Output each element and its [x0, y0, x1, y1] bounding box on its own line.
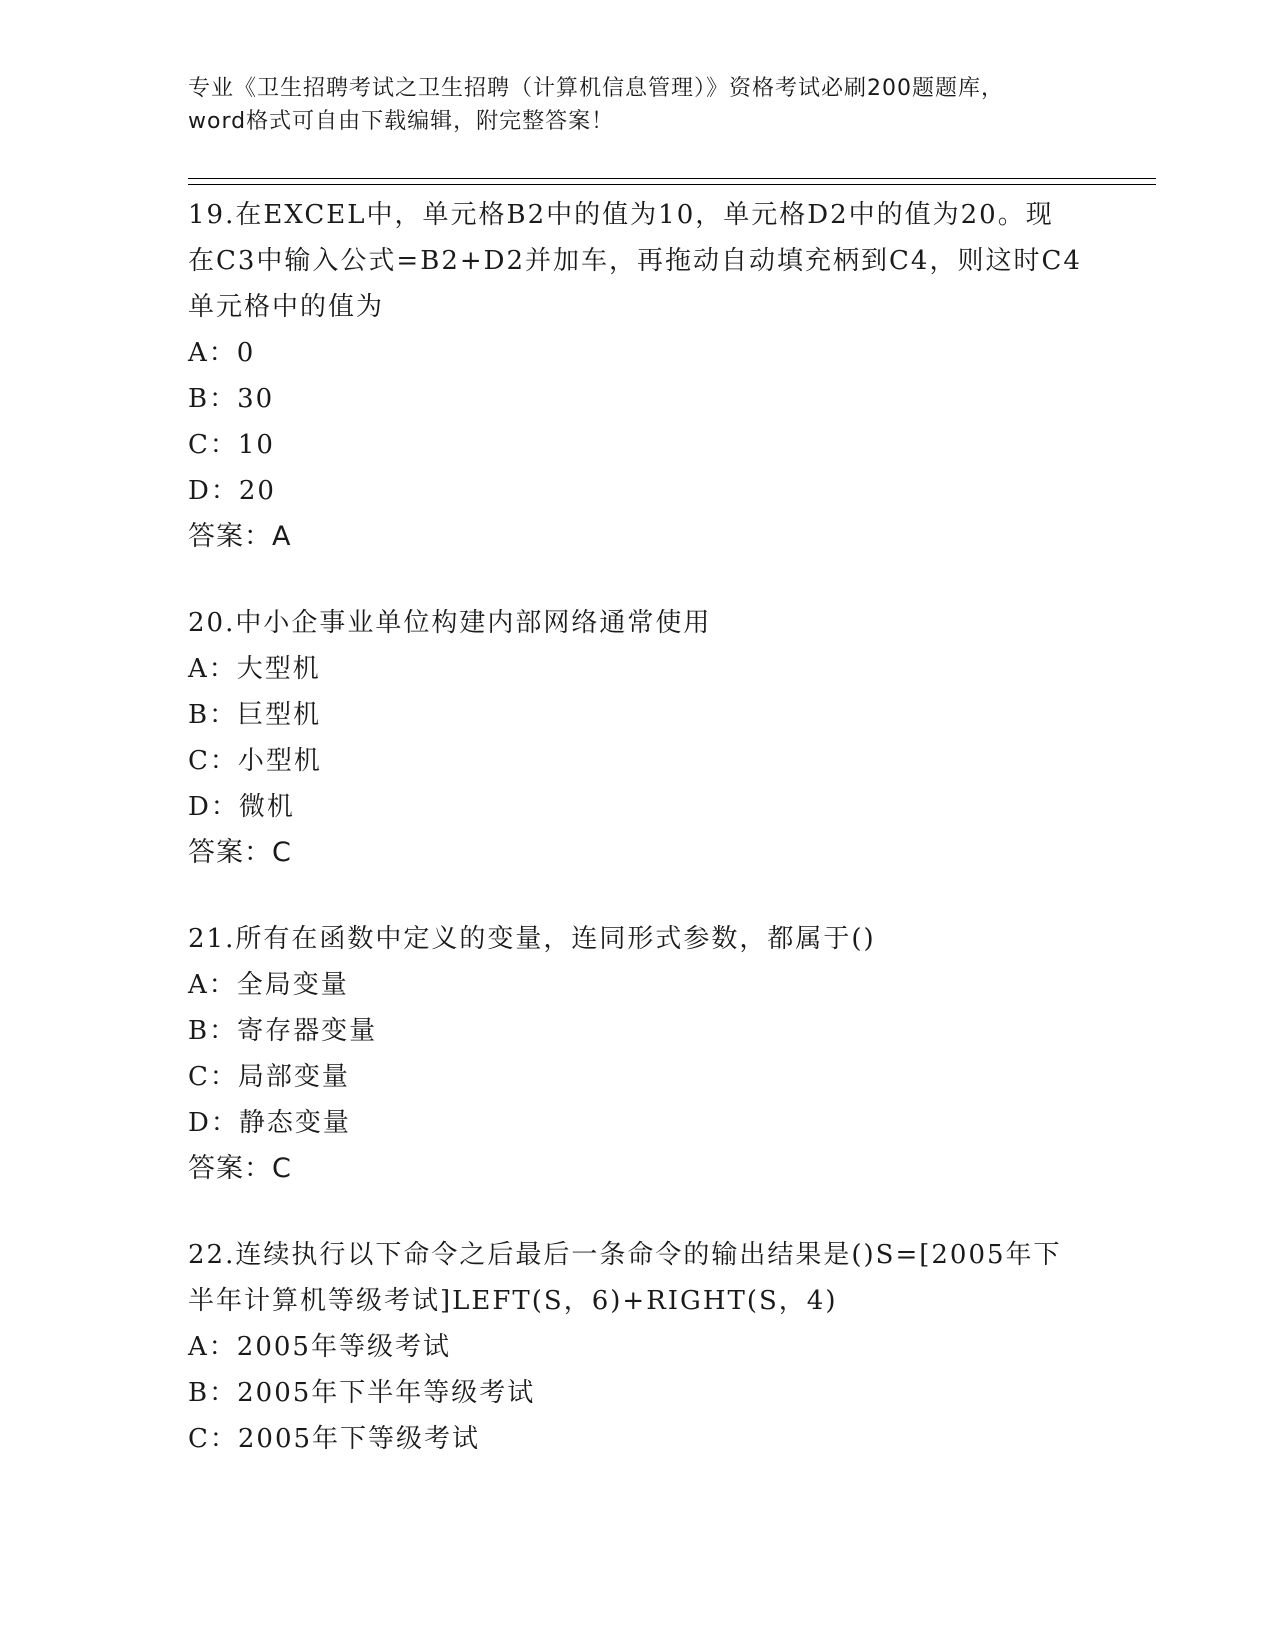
option-a: A：全局变量 — [188, 970, 349, 1000]
option-b: B：巨型机 — [188, 700, 322, 730]
question-20 — [188, 600, 1088, 876]
question-text-line: 22.连续执行以下命令之后最后一条命令的输出结果是()S=[2005年下 — [188, 1240, 1062, 1270]
question-text-line: 19.在EXCEL中，单元格B2中的值为10，单元格D2中的值为20。现 — [188, 200, 1054, 230]
option-a: A：2005年等级考试 — [188, 1332, 451, 1362]
question-19 — [188, 192, 1088, 560]
question-22 — [188, 1232, 1088, 1462]
question-text-line: 在C3中输入公式=B2+D2并加车，再拖动自动填充柄到C4，则这时C4 — [188, 246, 1082, 276]
question-list — [188, 192, 1088, 1502]
question-text-line: 单元格中的值为 — [188, 292, 385, 322]
question-text-line: 21.所有在函数中定义的变量，连同形式参数，都属于() — [188, 924, 876, 954]
option-b: B：2005年下半年等级考试 — [188, 1378, 536, 1408]
option-d: D：静态变量 — [188, 1108, 351, 1138]
header-divider-bottom — [188, 184, 1156, 185]
answer: 答案：C — [188, 1153, 292, 1184]
option-d: D：20 — [188, 476, 276, 506]
question-text-line: 半年计算机等级考试]LEFT(S，6)+RIGHT(S，4) — [188, 1286, 838, 1316]
option-c: C：10 — [188, 430, 275, 460]
header-line-1: 专业《卫生招聘考试之卫生招聘（计算机信息管理）》资格考试必刷200题题库， — [188, 76, 1004, 101]
question-text-line: 20.中小企事业单位构建内部网络通常使用 — [188, 608, 712, 638]
answer: 答案：C — [188, 837, 292, 868]
option-c: C：2005年下等级考试 — [188, 1424, 481, 1454]
answer: 答案：A — [188, 521, 292, 552]
option-a: A：大型机 — [188, 654, 321, 684]
document-header — [188, 72, 1088, 138]
header-line-2: word格式可自由下载编辑，附完整答案！ — [188, 109, 615, 134]
header-divider-top — [188, 178, 1156, 179]
option-c: C：局部变量 — [188, 1062, 350, 1092]
option-d: D：微机 — [188, 792, 295, 822]
option-a: A：0 — [188, 338, 256, 368]
question-21 — [188, 916, 1088, 1192]
option-b: B：30 — [188, 384, 275, 414]
option-b: B：寄存器变量 — [188, 1016, 378, 1046]
option-c: C：小型机 — [188, 746, 322, 776]
